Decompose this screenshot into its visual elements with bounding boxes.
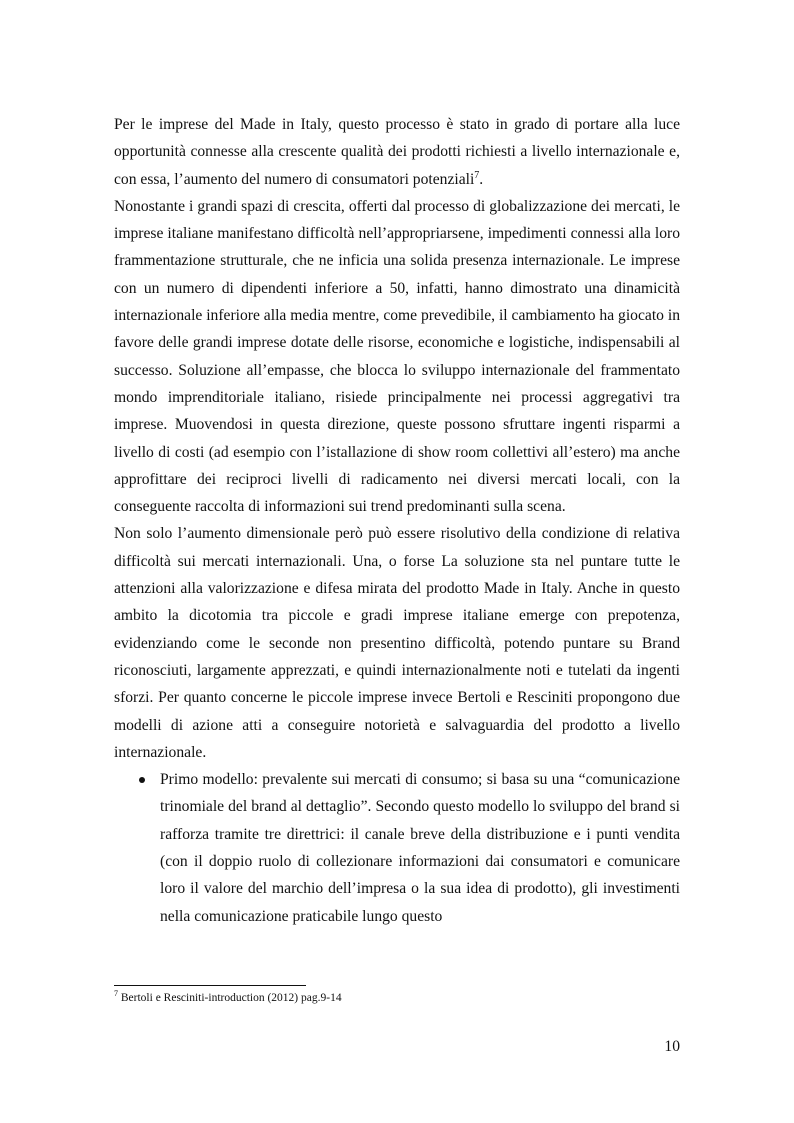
paragraph-text: Per le imprese del Made in Italy, questo processo è stato in grado di portare alla luce opportunità connesse alla crescente qualità dei prodotti richiesti a livello internazionale e, con essa, l’aumento del numero di consumatori potenziali <box>114 116 680 188</box>
footnote-text: Bertoli e Resciniti-introduction (2012) pag.9-14 <box>118 992 342 1004</box>
bullet-item <box>114 766 680 930</box>
footnote-number: 7 <box>114 989 118 999</box>
bullet-list <box>114 766 680 930</box>
paragraph-1 <box>114 111 680 193</box>
bullet-text: Primo modello: prevalente sui mercati di consumo; si basa su una “comunicazione trinomiale del brand al dettaglio”. Secondo questo modello lo sviluppo del brand si rafforza tramite tre direttrici: il canale breve della distribuzione e i punti vendita (con il doppio ruolo di collezionare informazioni dai consumatori e comunicare loro il valore del marchio dell’impresa o la sua idea di prodotto), gli investimenti nella comunicazione praticabile lungo questo <box>160 771 680 925</box>
paragraph-3: Non solo l’aumento dimensionale però può essere risolutivo della condizione di relativa difficoltà sui mercati internazionali. Una, o forse La soluzione sta nel puntare tutte le attenzioni alla valorizzazione e difesa mirata del prodotto Made in Italy. Anche in questo ambito la dicotomia tra piccole e gradi imprese italiane emerge con prepotenza, evidenziando come le seconde non presentino difficoltà, potendo puntare su Brand riconosciuti, largamente apprezzati, e quindi internazionalmente noti e tutelati da ingenti sforzi. Per quanto concerne le piccole imprese invece Bertoli e Resciniti propongono due modelli di azione atti a conseguire notorietà e salvaguardia del prodotto a livello internazionale. <box>114 525 680 761</box>
footnote-separator <box>114 985 306 986</box>
body-text <box>114 111 680 930</box>
footnote <box>114 991 680 1006</box>
footnote-reference[interactable]: 7 <box>474 169 480 181</box>
page-number: 10 <box>664 1038 680 1055</box>
bullet-icon <box>139 777 145 783</box>
paragraph-tail: . <box>479 170 484 188</box>
paragraph-2: Nonostante i grandi spazi di crescita, offerti dal processo di globalizzazione dei mercati, le imprese italiane manifestano difficoltà nell’appropriarsene, impedimenti connessi alla loro frammentazione strutturale, che ne inficia una solida presenza internazionale. Le imprese con un numero di dipendenti inferiore a 50, infatti, hanno dimostrato una dinamicità internazionale inferiore alla media mentre, come prevedibile, il cambiamento ha giocato in favore delle grandi imprese dotate delle risorse, economiche e logistiche, indispensabili al successo. Soluzione all’empasse, che blocca lo sviluppo internazionale del frammentato mondo imprenditoriale italiano, risiede principalmente nei processi aggregativi tra imprese. Muovendosi in questa direzione, queste possono sfruttare ingenti risparmi a livello di costi (ad esempio con l’istallazione di show room collettivi all’estero) ma anche approfittare dei reciproci livelli di radicamento nei diversi mercati locali, con la conseguente raccolta di informazioni sui trend predominanti sulla scena. <box>114 197 680 516</box>
